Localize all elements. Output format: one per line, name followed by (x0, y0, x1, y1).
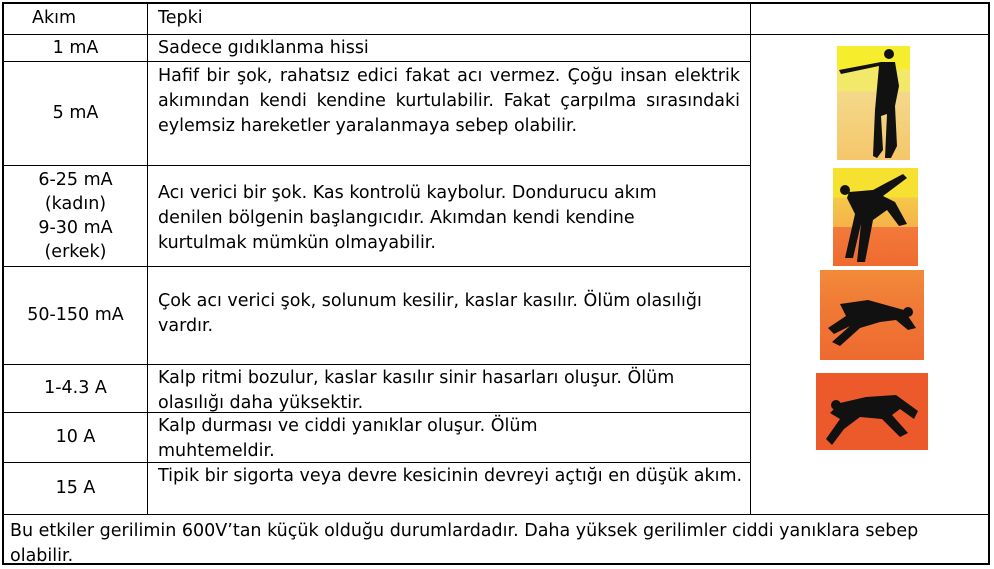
current-cell (4, 365, 147, 412)
column-divider (750, 4, 751, 514)
reaction-text: Çok acı verici şok, solunum kesilir, kaslar kasılır. Ölüm olasılığı vardır. (158, 291, 702, 336)
current-value: 5 mA (52, 103, 99, 123)
current-value: 10 A (55, 427, 96, 447)
header-reaction: Tepki (158, 8, 203, 28)
current-cell (4, 62, 147, 165)
reaction-text: Tipik bir sigorta veya devre kesicinin devreyi açtığı en düşük akım. (158, 466, 743, 486)
current-cell (4, 166, 147, 266)
current-value: 15 A (55, 478, 96, 498)
current-note: (kadın) (44, 194, 107, 214)
reaction-text: Acı verici bir şok. Kas kontrolü kaybolur. Dondurucu akım denilen bölgenin başlangıcıdır. Akımdan kendi kendine kurtulmak mümkün olmayabilir. (158, 183, 657, 253)
current-value: 9-30 mA (38, 218, 113, 238)
current-value: 50-150 mA (27, 305, 124, 325)
person-falling-shock-icon (820, 270, 924, 360)
row-divider (750, 34, 989, 35)
footer-note: Bu etkiler gerilimin 600V’tan küçük olduğu durumlardadır. Daha yüksek gerilimler ciddi yanıklara sebep olabilir. (10, 521, 919, 566)
reaction-text: Kalp durması ve ciddi yanıklar oluşur. Ölüm muhtemeldir. (158, 416, 538, 461)
column-divider (147, 4, 148, 514)
current-value: 6-25 mA (38, 170, 113, 190)
current-value: 1 mA (52, 37, 99, 58)
current-cell (4, 413, 147, 462)
reaction-text: Hafif bir şok, rahatsız edici fakat acı vermez. Çoğu insan elektrik akımından kendi kendine kurtulabilir. Fakat çarpılma sırasındaki eylemsiz hareketler yaralanmaya sebep olabilir. (158, 66, 740, 136)
header-current: Akım (32, 8, 77, 28)
reaction-text: Sadece gıdıklanma hissi (158, 38, 369, 58)
reaction-text: Kalp ritmi bozulur, kaslar kasılır sinir hasarları oluşur. Ölüm olasılığı daha yüksektir. (158, 368, 675, 413)
person-lying-shock-icon (816, 373, 928, 450)
person-standing-shock-icon (837, 46, 910, 160)
current-cell (4, 35, 147, 61)
current-cell (4, 463, 147, 514)
current-value: 1-4.3 A (44, 378, 107, 398)
person-arching-shock-icon (833, 168, 918, 266)
current-cell (4, 267, 147, 364)
footer-divider (4, 514, 989, 515)
current-note: (erkek) (44, 242, 107, 262)
